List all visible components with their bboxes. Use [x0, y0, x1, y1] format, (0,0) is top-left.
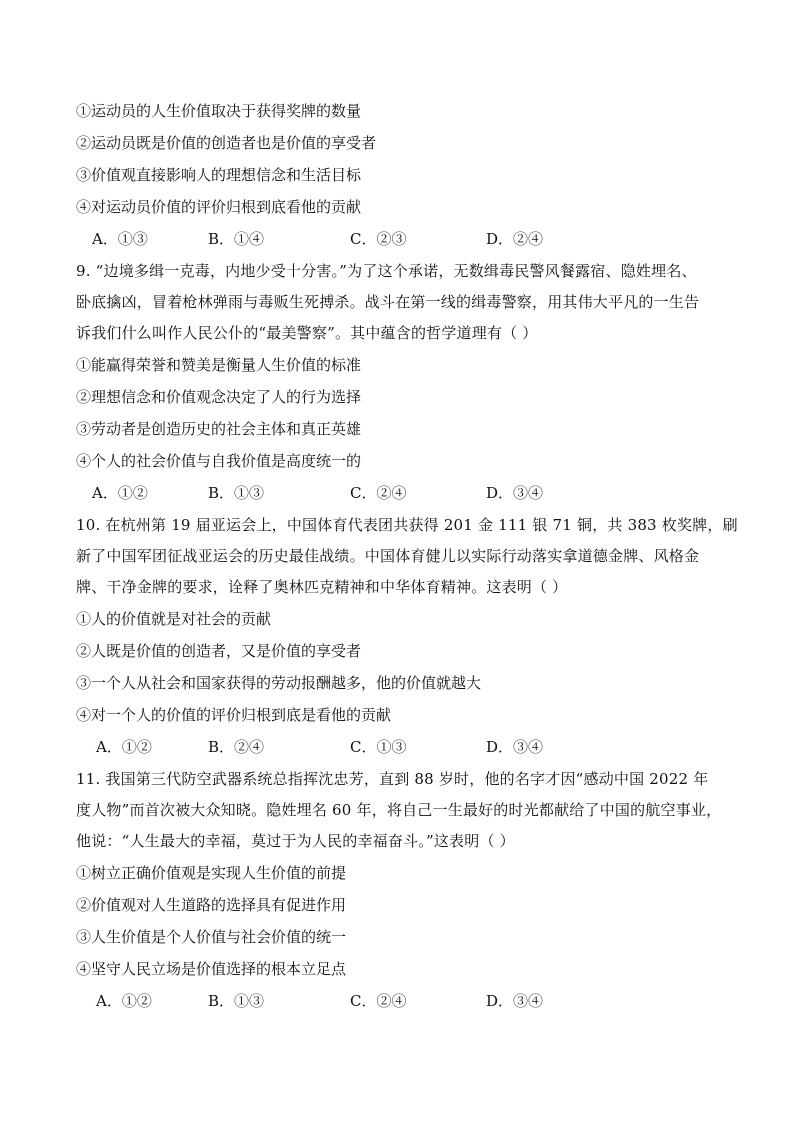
q10-option-c: C．①③ — [350, 738, 407, 756]
q11-option-a: A．①② — [96, 992, 152, 1010]
q11-option-d: D．③④ — [486, 992, 544, 1010]
q11-stem-line-1: 11. 我国第三代防空武器系统总指挥沈忠芳，直到 88 岁时，他的名字才因“感动中国 2022 年 — [76, 770, 709, 788]
q10-stem-line-3: 牌、干净金牌的要求，诠释了奥林匹克精神和中华体育精神。这表明（ ） — [76, 578, 568, 596]
q10-stem-line-1: 10. 在杭州第 19 届亚运会上，中国体育代表团共获得 201 金 111 银 71 铜，共 383 枚奖牌，刷 — [76, 516, 738, 534]
q8-option-d: D．②④ — [486, 230, 544, 248]
q9-statement-1: ①能赢得荣誉和赞美是衡量人生价值的标准 — [76, 356, 362, 374]
q9-stem-line-1: 9. “边境多缉一克毒，内地少受十分害。”为了这个承诺，无数缉毒民警风餐露宿、隐姓埋名、 — [76, 262, 697, 280]
q8-statement-3: ③价值观直接影响人的理想信念和生活目标 — [76, 166, 362, 184]
q8-option-c: C．②③ — [350, 230, 407, 248]
q11-statement-4: ④坚守人民立场是价值选择的根本立足点 — [76, 960, 347, 978]
q10-statement-3: ③一个人从社会和国家获得的劳动报酬越多，他的价值就越大 — [76, 674, 482, 692]
q10-stem-line-2: 新了中国军团征战亚运会的历史最佳战绩。中国体育健儿以实际行动落实拿道德金牌、风格金 — [76, 547, 700, 565]
q11-option-b: B．①③ — [208, 992, 265, 1010]
q9-statement-3: ③劳动者是创造历史的社会主体和真正英雄 — [76, 420, 362, 438]
q9-statement-4: ④个人的社会价值与自我价值是高度统一的 — [76, 452, 362, 470]
q10-statement-1: ①人的价值就是对社会的贡献 — [76, 610, 272, 628]
q8-option-b: B．①④ — [208, 230, 265, 248]
q11-option-c: C．②④ — [350, 992, 407, 1010]
q11-statement-3: ③人生价值是个人价值与社会价值的统一 — [76, 928, 347, 946]
q9-option-d: D．③④ — [486, 484, 544, 502]
q9-option-a: A．①② — [92, 484, 148, 502]
q10-option-d: D．③④ — [486, 738, 544, 756]
q9-stem-line-2: 卧底擒凶，冒着枪林弹雨与毒贩生死搏杀。战斗在第一线的缉毒警察，用其伟大平凡的一生告 — [76, 293, 700, 311]
q9-stem-line-3: 诉我们什么叫作人民公仆的“最美警察”。其中蕴含的哲学道理有（ ） — [76, 324, 538, 342]
q8-statement-2: ②运动员既是价值的创造者也是价值的享受者 — [76, 134, 377, 152]
q10-statement-2: ②人既是价值的创造者，又是价值的享受者 — [76, 642, 362, 660]
q9-option-b: B．①③ — [208, 484, 265, 502]
q9-statement-2: ②理想信念和价值观念决定了人的行为选择 — [76, 388, 362, 406]
q8-statement-1: ①运动员的人生价值取决于获得奖牌的数量 — [76, 102, 362, 120]
q11-statement-2: ②价值观对人生道路的选择具有促进作用 — [76, 896, 347, 914]
q8-option-a: A．①③ — [92, 230, 148, 248]
q11-stem-line-2: 度人物”而首次被大众知晓。隐姓埋名 60 年，将自己一生最好的时光都献给了中国的航空事业， — [76, 801, 722, 819]
q11-statement-1: ①树立正确价值观是实现人生价值的前提 — [76, 864, 347, 882]
q8-statement-4: ④对运动员价值的评价归根到底看他的贡献 — [76, 198, 362, 216]
q11-stem-line-3: 他说：“人生最大的幸福，莫过于为人民的幸福奋斗。”这表明（ ） — [76, 832, 515, 850]
q10-statement-4: ④对一个人的价值的评价归根到底是看他的贡献 — [76, 706, 392, 724]
q9-option-c: C．②④ — [350, 484, 407, 502]
q10-option-a: A．①② — [96, 738, 152, 756]
q10-option-b: B．②④ — [208, 738, 265, 756]
